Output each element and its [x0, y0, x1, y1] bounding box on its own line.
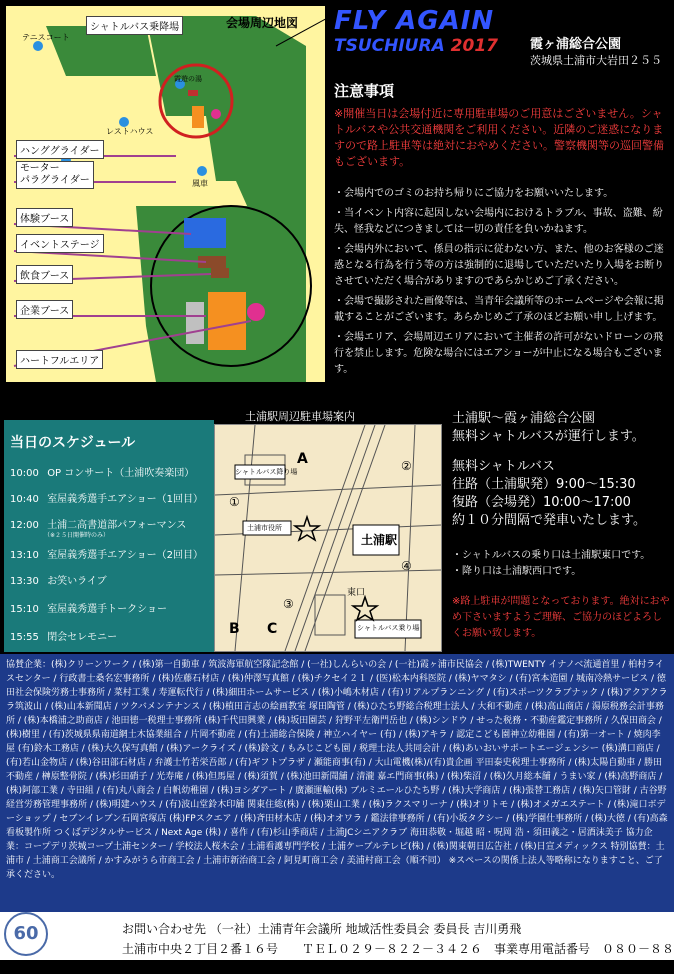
- anniversary-badge: 60: [4, 912, 48, 956]
- notice-item: ・会場で撮影された画像等は、当青年会議所等のホームページや会報に掲載することがございます。あらかじめご了承のほどお願い申し上げます。: [334, 296, 664, 323]
- map-label-bus-stop: シャトルバス乗降場: [86, 16, 183, 35]
- station-label-bus-ride: シャトルバス乗り場: [357, 624, 420, 632]
- schedule-event: 土浦二高書道部パフォーマンス: [47, 520, 187, 531]
- notice-parking-warning: ※開催当日は会場付近に専用駐車場のご用意はございません。シャトルバスや公共交通機関をご利用ください。近隣のご迷惑になりますので路上駐車等は絶対におやめください。警察機関等の巡回警備もございます。: [334, 107, 664, 168]
- station-label-n2: ②: [401, 459, 412, 473]
- schedule-time: 10:40: [10, 494, 39, 505]
- venue-map-drawing: [6, 6, 325, 382]
- map-label-exp: 体験ブース: [16, 208, 73, 227]
- park-name: 霞ヶ浦総合公園: [530, 37, 622, 52]
- shuttle-notes: [452, 548, 670, 580]
- schedule-note: （※２５日開催時のみ）: [44, 532, 110, 539]
- notice-item: ・会場エリア、会場周辺エリアにおいて主催者の許可がないドローンの飛行を禁止します。危険な場合にはエアショーが中止になる場合もございます。: [334, 332, 663, 375]
- map-label-corp: 企業ブース: [16, 300, 73, 319]
- station-map: [214, 424, 442, 652]
- shuttle-body-line3: 復路（会場発）10:00～17:00: [452, 495, 631, 510]
- map-label-tennis: テニスコート: [22, 33, 70, 42]
- map-label-water: 霞遊の湯: [174, 75, 202, 83]
- notice-title: 注意事項: [334, 82, 395, 100]
- logo-tsuchiura-text: TSUCHIURA: [334, 36, 445, 56]
- schedule-time: 13:10: [10, 550, 39, 561]
- shuttle-note: ・降り口は土浦駅西口です。: [452, 566, 582, 577]
- shuttle-heading-line1: 土浦駅～霞ヶ浦総合公園: [452, 411, 596, 426]
- schedule-time: 12:00: [10, 520, 39, 531]
- notice-list: [334, 186, 666, 382]
- schedule-row: [10, 600, 167, 615]
- schedule-row: [10, 464, 194, 479]
- station-label-c: C: [267, 621, 278, 637]
- station-label-city-hall: 土浦市役所: [247, 524, 282, 532]
- schedule-time: 15:55: [10, 632, 39, 643]
- schedule-event: 閉会セレモニー: [47, 632, 118, 643]
- schedule-row: [10, 516, 186, 531]
- notice-item: ・会場内でのゴミのお持ち帰りにご協力をお願いいたします。: [334, 188, 614, 199]
- schedule-time: 13:30: [10, 576, 39, 587]
- shuttle-body-line4: 約１０分間隔で発車いたします。: [452, 513, 646, 528]
- logo-year: 2017: [450, 36, 498, 56]
- schedule-event: 室屋義秀選手トークショー: [47, 604, 167, 615]
- shuttle-warning: ※路上駐車が問題となっております。絶対におやめ下さいますようご理解、ご協力のほどよろしくお願い致します。: [452, 596, 670, 639]
- schedule-event: お笑いライブ: [47, 576, 107, 587]
- shuttle-body-line2: 往路（土浦駅発）9:00～15:30: [452, 477, 636, 492]
- map-label-windmill: 風車: [192, 179, 208, 188]
- station-label-east-exit: 東口: [347, 588, 366, 598]
- station-label-n4: ④: [401, 559, 412, 573]
- map-label-motor: モーター パラグライダー: [16, 161, 94, 189]
- schedule-time: 10:00: [10, 468, 39, 479]
- shuttle-note: ・シャトルバスの乗り口は土浦駅東口です。: [452, 550, 651, 561]
- shuttle-schedule: [452, 458, 646, 530]
- schedule-event: 室屋義秀選手エアショー（2回目）: [47, 550, 203, 561]
- map-label-food: 飲食ブース: [16, 265, 73, 284]
- contact-line: お問い合わせ先 （一社）土浦青年会議所 地域活性委員会 委員長 吉川勇飛: [122, 922, 522, 936]
- map-label-hang: ハンググライダー: [16, 140, 104, 159]
- schedule-row: [10, 490, 203, 505]
- shuttle-heading-line2: 無料シャトルバスが運行します。: [452, 429, 645, 444]
- park-address: 茨城県土浦市大岩田２５５: [530, 54, 662, 67]
- schedule-row: [10, 572, 107, 587]
- station-label-a: A: [297, 451, 308, 467]
- schedule-event: 室屋義秀選手エアショー（1回目）: [47, 494, 203, 505]
- schedule-row: [10, 628, 117, 643]
- station-label-n3: ③: [283, 597, 294, 611]
- map-label-rest: レストハウス: [106, 127, 154, 136]
- station-label-b: B: [229, 621, 240, 637]
- station-label-n1: ①: [229, 495, 240, 509]
- schedule-event: OP コンサート（土浦吹奏楽団）: [47, 468, 195, 479]
- station-label-station: 土浦駅: [361, 533, 398, 547]
- schedule-title: 当日のスケジュール: [10, 435, 136, 451]
- notice-item: ・会場内外において、係員の指示に従わない方、また、他のお客様のご迷惑となる行為を行う等の方は強制的に退場していただいたり入場をお断りさせていただく場合がありますのであらかじめご了承ください。: [334, 244, 664, 287]
- map-title: 会場周辺地図: [226, 16, 299, 30]
- address-phone-line: 土浦市中央２丁目２番１６号 ＴＥＬ０２９－８２２－３４２６ 事業専用電話番号 ０８０－８８２２－８３２０: [122, 942, 674, 973]
- logo-tsuchiura: [334, 36, 498, 56]
- shuttle-heading: [452, 410, 645, 446]
- map-label-heart: ハートフルエリア: [16, 350, 103, 369]
- schedule-time: 15:10: [10, 604, 39, 615]
- station-label-bus-stop: シャトルバス降り場: [235, 468, 298, 476]
- logo-fly-again: FLY AGAIN: [334, 6, 495, 36]
- venue-map: [4, 4, 327, 384]
- notice-item: ・当イベント内容に起因しない会場内におけるトラブル、事故、盗難、紛失、怪我などにつきましては一切の責任を負いかねます。: [334, 208, 663, 235]
- sponsors-list: 協賛企業：(株)クリーンワーク / (株)第一自動車 / 筑波海軍航空隊記念館 / (一社)しんらいの会 / (一社)霞ヶ浦市民協会 / (株)TWENTY イナノベ流通首里 / 柏村ライスセンター / 行政書士桑名宏事務所 / (株)佐藤石材店 / (株)仲澤写真館 / (株)チクセイ２１ / (医)松本内科医院 / (株)ヤマタシ / (有)宮本造園 / 城南冷熱サービス / 徳田社会保険労務士事務所 / 菜村工業 / 寿運転代行 / (株)細田ホームサービス / (株)小嶋木材店 / (有)リアルプランニング / (有)スポーツクラブナック / (株)アクアクララ筑波山 / (株)山本新聞店 / ツクバメンテナンス / (株)植田言志の絵画教室 塚田陶管 / (株)ひたち野総合税理士法人 / 大和不動産 / (株)高山商店 / 湯原税務会計事務所 / (株)本橋浦之助商店 / 池田徳一税理士事務所 (株)千代田興業 / (株)坂田園芸 / 狩野平左衛門岳也 / (株)シンドウ / せった税務・不動産鑑定事務所 / 久保田商会 / (株)樹里 / (有)茨城県県南道網土木協業組合 / 片岡不動産 / (有)土浦総合保険 / 神立ハイヤー (有) / (株)アキラ / 認定こども園神立幼稚園 / (有)第一オート / 焼肉李屋 (有)鈴木工務店 / (株)大久保写真館 / (株)アークライズ / (株)鈴文 / もみじこども園 / 税理士法人共同会計 / (株)あいおいサポートエージェンシー (株)溝口商店 / (有)若山金物店 / (株)谷田部石材店 / 弁護士竹若栄吾郎 / (有)ギフトプラザ / 瀬能商事(有) / 大山電機(株)/(有)貴企画 平田泰史税理士事務所 / (株)太陽自動車 / 勝田不動産 / 榊原整骨院 / (株)杉田硝子 / 光寿庵 / (株)但馬屋 / (株)須賀 / (株)池田新聞舗 / 清瀧 嘉エ門商事(株) / (株)柴沼 / (株)久月総本舗 / うまい家 / (株)高野商店 / (株)阿部工業 / 寺田組 / (有)丸八商会 / 白帆幼稚園 / (株)ヨシダアート / 廣瀬運輸(株) ブルミエールひたち野 / (株)大学商店 / (株)張替工務店 / (株)矢口管財 / 古谷野経営労務管理事務所 / (株)明建ハウス / (有)波山堂鈴木印舗 関東住総(株) / (株)栗山工業 / (株)ラクスマリーナ / (株)オリトモ / (株)オメガエステート / (株)滝口ボデーショップ / セブンイレブン石岡宮塚店 (株)FPスクエア / (株)斉田材木店 / (株)オオワラ / 鑑法律事務所 / (有)小坂タクシー / (株)学園仕事務所 / (株)大徳 / (有)高森看板製作所 つくばデジタルサービス / Next Age (株) / 喜作 / (有)杉山季商店 / 土浦JCシニアクラブ 海田恭敬・堀越 昭・呪岡 浩・須田義之・居酒沫美子 協力企業：コープデリ茨城コープ土浦センター / 学校法人桜木会 / 土浦看護専門学校 / 土浦ケーブルテレビ(株) / (株)関東朝日広告社 / (株)日宣メディックス 特別協賛：土浦市 / 土浦商工会議所 / かすみがうら市商工会 / 土浦市新治商工会 / 阿見町商工会 / 美浦村商工会（順不同） ※スペースの関係上法人等略称になりますこと、ご了承ください。: [6, 660, 668, 880]
- schedule-row: [10, 546, 203, 561]
- shuttle-body-line1: 無料シャトルバス: [452, 459, 555, 474]
- map-label-stage: イベントステージ: [16, 234, 104, 253]
- station-map-title: 土浦駅周辺駐車場案内: [245, 410, 355, 423]
